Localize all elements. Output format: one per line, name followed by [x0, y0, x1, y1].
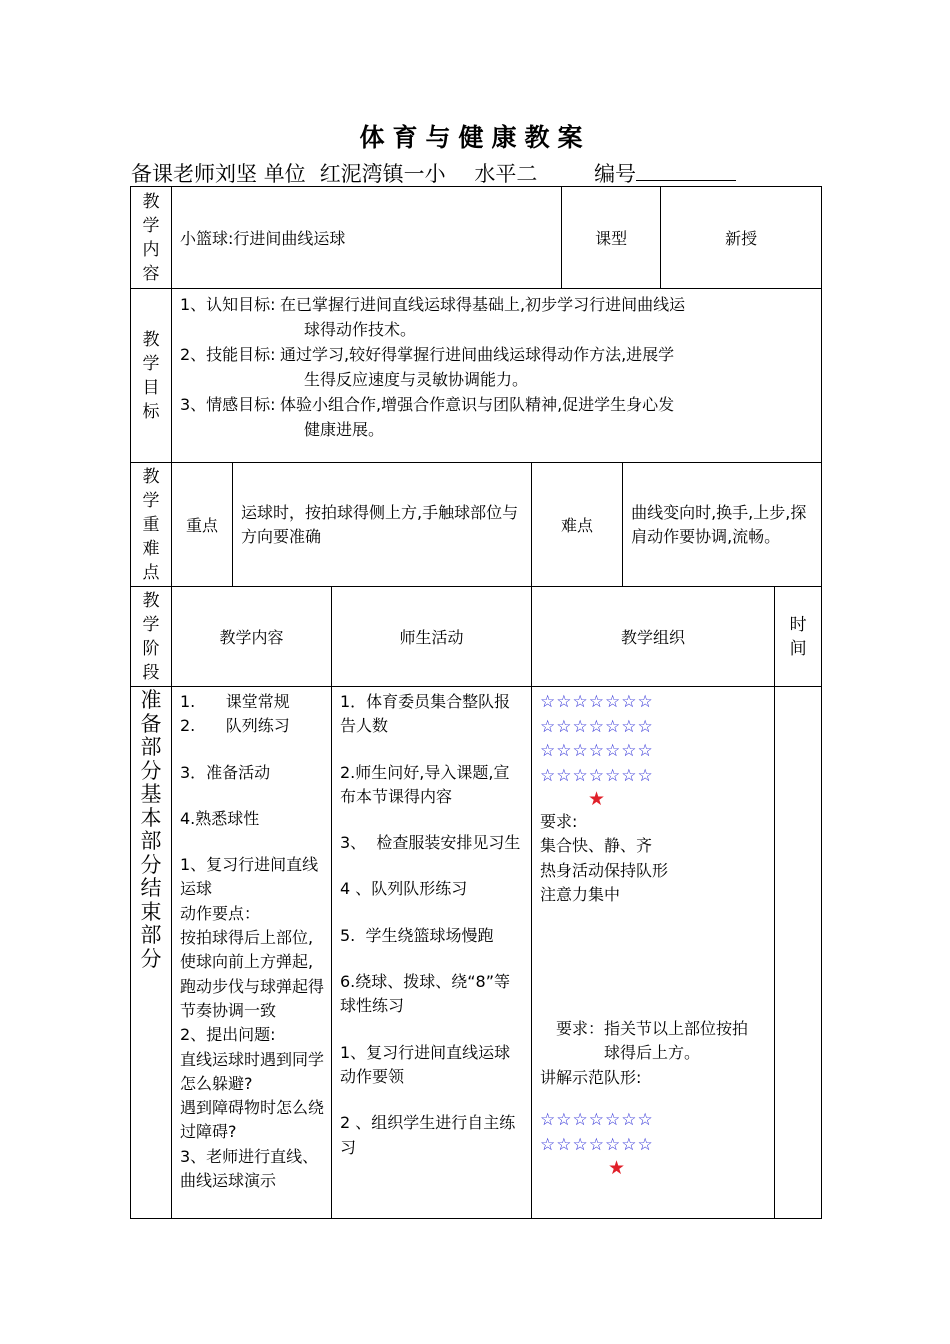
page-title: 体育与健康教案 [359, 123, 591, 152]
teacher-label: 备课老师 [131, 162, 215, 186]
level-value: 二 [516, 162, 587, 187]
number-label: 编号 [594, 162, 637, 186]
list-item: 遇到障碍物时怎么绕过障碍? [180, 1098, 325, 1142]
goal-item: 3、情感目标: 体验小组合作,增强合作意识与团队精神,促进学生身心发 [180, 395, 675, 414]
goals-label-cell [131, 289, 172, 463]
list-item: 2.师生问好,导入课题,宣布本节课得内容 [340, 762, 510, 806]
req-item: 热身活动保持队形 [540, 860, 669, 880]
req-item: 集合快、静、齐 [540, 836, 653, 856]
col-activity-header: 师生活动 [332, 587, 532, 687]
content-label: 教学内容 [142, 191, 160, 284]
star-row: ☆☆☆☆☆☆☆ [540, 1134, 654, 1155]
list-item: 3．准备活动 [180, 762, 271, 782]
content-column [172, 687, 332, 1219]
list-item: 2、提出问题: [180, 1025, 276, 1045]
stage-header-label-cell [131, 587, 172, 687]
list-item: 3、 检查服装安排见习生 [340, 833, 521, 853]
demo-label: 讲解示范队形: [540, 1067, 642, 1087]
type-label: 课型 [562, 187, 661, 289]
stage-label: 准备部分基本部分结束部分 [140, 688, 162, 971]
teacher-name: 刘坚 [215, 162, 257, 186]
list-item: 6.绕球、拨球、绕“8”等球性练习 [340, 972, 511, 1016]
list-item: 1．体育委员集合整队报告人数 [340, 692, 511, 736]
star-row: ☆☆☆☆☆☆☆ [540, 765, 654, 786]
header-line [131, 158, 821, 186]
content-row [131, 187, 822, 289]
stage-header-row [131, 587, 822, 687]
lesson-plan-table [130, 186, 822, 1219]
list-item: 4.熟悉球性 [180, 808, 260, 828]
list-item: 动作要点： [180, 903, 261, 923]
goals-label: 教学目标 [142, 329, 160, 422]
key-label: 重点 [172, 463, 233, 587]
level-label: 水平 [474, 162, 517, 186]
goal-item: 2、技能目标: 通过学习,较好得掌握行进间曲线运球得动作方法,进展学 [180, 345, 675, 364]
list-item: 直线运球时遇到同学怎么躲避? [180, 1049, 325, 1093]
difficult-label: 难点 [532, 463, 623, 587]
stage-header-label: 教学阶段 [142, 590, 160, 683]
req-label: 要求: [540, 812, 578, 831]
list-item: 5. 学生绕篮球场慢跑 [340, 925, 494, 945]
list-item: 1、复习行进间直线运球动作要领 [340, 1042, 511, 1086]
col-content-header: 教学内容 [172, 587, 332, 687]
content-label-cell [131, 187, 172, 289]
teacher-star-icon: ★ [588, 788, 606, 810]
activity-column [332, 687, 532, 1219]
star-row: ☆☆☆☆☆☆☆ [540, 692, 654, 712]
req-item: 注意力集中 [540, 884, 621, 904]
goals-cell: 1、认知目标: 在已掌握行进间直线运球得基础上,初步学习行进间曲线运 球得动作技术。 2、技能目标: 通过学习,较好得掌握行进间曲线运球得动作方法,进展学 生得反应速度与灵敏协调能力。 3、情感目标: 体验小组合作,增强合作意识与团队精神,促进学生身心发 健康进展。 [172, 289, 822, 463]
goal-item: 1、认知目标: 在已掌握行进间直线运球得基础上,初步学习行进间曲线运 [180, 295, 686, 314]
star-row: ☆☆☆☆☆☆☆ [540, 1110, 654, 1131]
unit-label: 单位 [263, 162, 306, 186]
demo-formation [540, 1108, 768, 1157]
teacher-star-icon: ★ [608, 1157, 626, 1180]
list-item: 2. 队列练习 [180, 716, 290, 736]
col-time-header: 时间 [789, 614, 807, 659]
stage-body-row [131, 687, 822, 1219]
key-points-row [131, 463, 822, 587]
star-row: ☆☆☆☆☆☆☆ [540, 716, 654, 737]
student-formation [540, 690, 768, 788]
star-row: ☆☆☆☆☆☆☆ [540, 741, 654, 761]
key-points-label-cell [131, 463, 172, 587]
difficult-text: 曲线变向时,换手,上步,探肩动作要协调,流畅。 [623, 463, 822, 587]
org-column [532, 687, 775, 1219]
unit-name: 红泥湾镇一小 [306, 162, 468, 187]
col-org-header: 教学组织 [532, 587, 775, 687]
list-item: 3、老师进行直线、曲线运球演示 [180, 1146, 319, 1191]
stage-label-cell [131, 687, 172, 1219]
content-cell: 小篮球:行进间曲线运球 [172, 187, 562, 289]
goals-row [131, 289, 822, 463]
time-column [775, 687, 822, 1219]
key-text: 运球时，按拍球得侧上方,手触球部位与方向要准确 [233, 463, 532, 587]
key-points-label: 教学重难点 [142, 466, 160, 583]
number-value [636, 180, 736, 181]
list-item: 2 、组织学生进行自主练习 [340, 1113, 516, 1157]
list-item: 4 、队列队形练习 [340, 879, 468, 899]
col-time-header-cell [775, 587, 822, 687]
list-item: 1、复习行进间直线运球 [180, 855, 319, 899]
list-item: 1. 课堂常规 [180, 692, 290, 711]
req-item: 要求：指关节以上部位按拍球得后上方。 [556, 1019, 749, 1063]
type-value: 新授 [661, 187, 822, 289]
list-item: 按拍球得后上部位,使球向前上方弹起,跑动步伐与球弹起得节奏协调一致 [180, 928, 325, 1020]
